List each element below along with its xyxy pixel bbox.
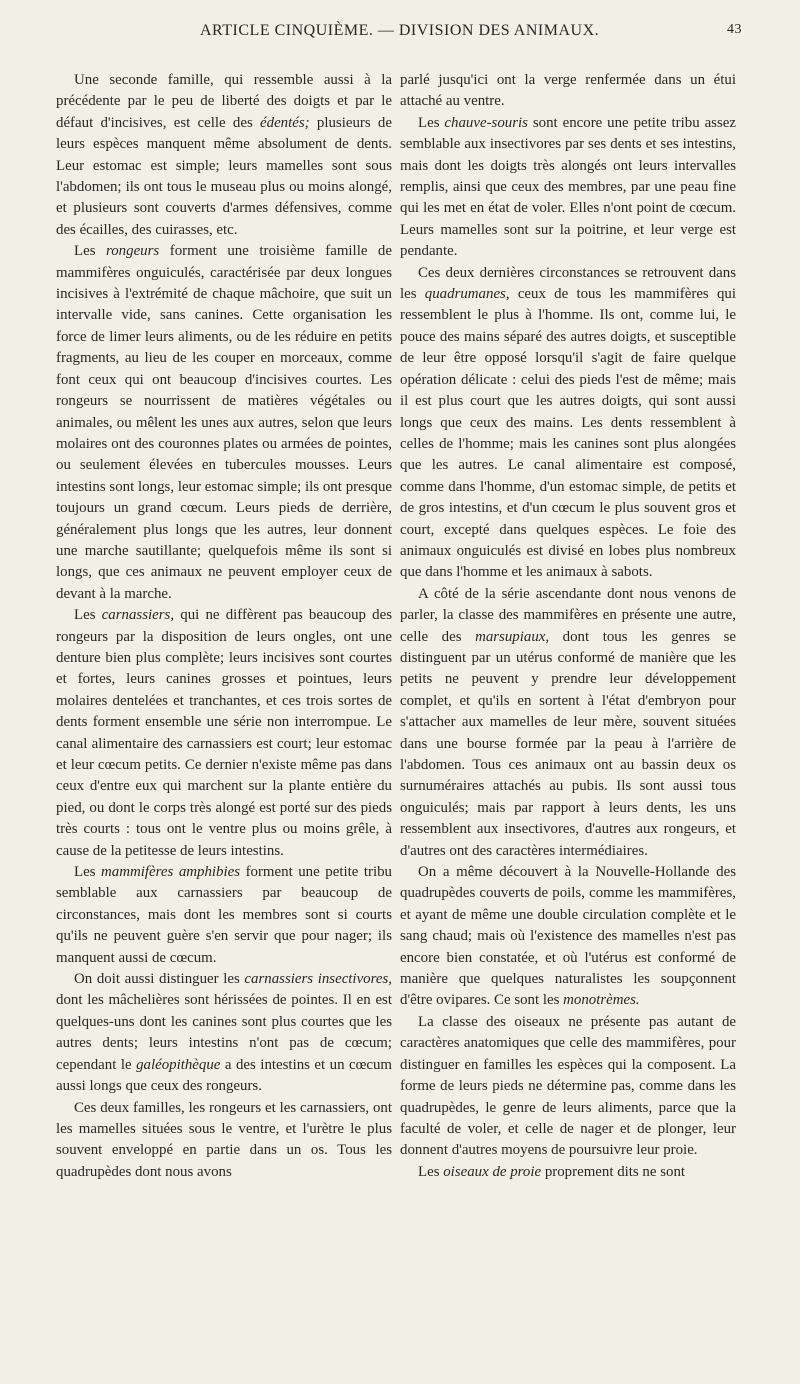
paragraph <box>400 70 736 113</box>
text-run: A côté de la série ascendante dont nous venons de parler, la classe des mammifères en présente une autre, celle des <box>400 585 736 645</box>
text-run: forment une troisième famille de mammifères onguiculés, caractérisée par deux longues incisives à l'extrémité de chaque mâchoire, que suit un intervalle vide, sans canines. Cette organisation les force de limer leurs aliments, ou de les réduire en petits fragments, au lieu de les couper en morceaux, comme font ceux qui ont beaucoup d'incisives courtes. Les rongeurs se nourrissent de matières végétales ou animales, ou mêlent les unes aux autres, selon que leurs molaires ont des couronnes plates ou armées de pointes, ou seulement élevées en tubercules mousses. Leurs intestins sont longs, leur estomac simple; ils ont presque toujours un grand cœcum. Leurs pieds de derrière, généralement plus longs que les autres, leur donnent une marche sautillante; quelquefois même ils sont si longs, que ces animaux ne peuvent employer ceux de devant à la marche. <box>56 243 392 602</box>
text-run: parlé jusqu'ici ont la verge renfermée dans un étui attaché au ventre. <box>400 72 736 110</box>
italic-term: marsupiaux, <box>475 628 550 645</box>
page-header <box>50 20 742 46</box>
italic-term: chauve-souris <box>444 114 528 131</box>
page-number: 43 <box>727 22 742 37</box>
italic-term: rongeurs <box>106 243 160 260</box>
text-run: Les <box>74 607 102 624</box>
italic-term: quadrumanes, <box>424 286 510 303</box>
text-run: forment une petite tribu semblable aux carnassiers par beaucoup de circonstances, mais dont les membres sont si courts qu'ils ne peuvent guère s'en servir que pour nager; ils manquent aussi de cœcum. <box>56 864 392 966</box>
text-run: dont les mâchelières sont hérissées de pointes. Il en est quelques-uns dont les canines sont plus courtes que les autres dents; leurs intestins n'ont pas de cœcum; cependant le <box>56 992 392 1073</box>
paragraph <box>56 70 392 241</box>
text-run: On a même découvert à la Nouvelle-Hollande des quadrupèdes couverts de poils, comme les mammifères, et ayant de même une double circulation complète et le sang chaud; mais où l'existence des mamelles n'est pas encore bien constatée, et où l'utérus est conformé de manière que quelques naturalistes les soupçonnent d'être ovipares. Ce sont les <box>400 864 736 1009</box>
text-run: ceux de tous les mammifères qui ressemblent le plus à l'homme. Ils ont, comme lui, le pouce des mains séparé des autres doigts, et susceptible de leur être opposé lorsqu'il s'agit de faire quelque opération délicate : celui des pieds l'est de même; mais il est plus court que les autres doigts, qui sont aussi longs que ceux des mains. Les dents ressemblent à celles de l'homme; mais les canines sont plus alongées que les autres. Le canal alimentaire est composé, comme dans l'homme, d'un estomac simple, de petits et de gros intestins, et d'un cœcum le plus souvent gros et court, excepté dans quelques espèces. Le foie des animaux onguiculés est divisé en lobes plus nombreux que dans l'homme et les animaux à sabots. <box>400 286 736 581</box>
text-run: plusieurs de leurs espèces manquent même absolument de dents. Leur estomac est simple; leurs mamelles sont sous l'abdomen; ils ont tous le museau plus ou moins alongé, et plusieurs sont couverts d'armes défensives, comme des écailles, des cuirasses, etc. <box>56 114 392 238</box>
paragraph <box>56 862 392 969</box>
paragraph <box>400 1162 736 1183</box>
italic-term: oiseaux de proie <box>443 1163 542 1180</box>
paragraph <box>56 241 392 605</box>
text-run: sont encore une petite tribu assez semblable aux insectivores par ses dents et ses intestins, mais dont les doigts très alongés ont leurs intervalles remplis, ainsi que ceux des membres, par une peau fine qui les met en état de voler. Elles n'ont point de cœcum. Leurs mamelles sont sur la poitrine, et leur verge est pendante. <box>400 114 736 260</box>
text-run: dont tous les genres se distinguent par un utérus conformé de manière que les petits ne peuvent y prendre leur développement complet, et qu'ils en sortent à l'état d'embryon pour s'attacher aux mamelles de leur mère, souvent situées dans une bourse formée par la peau à l'arrière de l'abdomen. Tous ces animaux ont au bassin deux os surnuméraires attachés au pubis. Ils sont aussi tous onguiculés; mais par rapport à leurs dents, les uns ressemblent aux insectivores, d'autres aux rongeurs, et d'autres ont des caractères intermédiaires. <box>400 628 736 859</box>
italic-term: carnassiers, <box>101 607 175 624</box>
text-run: a des intestins et un cœcum aussi longs que ceux des rongeurs. <box>56 1056 393 1095</box>
paragraph <box>400 263 736 584</box>
paragraph <box>56 605 392 862</box>
paragraph <box>400 862 736 1012</box>
paragraph <box>56 1098 392 1184</box>
paragraph <box>400 113 736 263</box>
text-run: Les <box>418 1163 444 1180</box>
italic-term: carnassiers insectivores, <box>244 971 392 988</box>
text-run: proprement dits ne sont <box>541 1163 686 1180</box>
right-column <box>400 70 736 1183</box>
italic-term: édentés; <box>260 114 310 131</box>
text-run: Les <box>74 243 106 260</box>
italic-term: mammifères amphibies <box>101 864 241 881</box>
text-run: La classe des oiseaux ne présente pas autant de caractères anatomiques que celle des mammifères, pour distinguer en familles les espèces qui la composent. La forme de leurs pieds ne détermine pas, comme dans les quadrupèdes, le genre de leurs aliments, parce que la faculté de voler, et celle de nager et de plonger, leur donnent d'autres moyens de poursuivre leur proie. <box>400 1013 736 1159</box>
text-run: qui ne diffèrent pas beaucoup des rongeurs par la disposition de leurs ongles, ont une denture bien plus complète; leurs incisives sont courtes et fortes, leurs canines grosses et pointues, leurs molaires dentelées et tranchantes, et ces trois sortes de dents forment ensemble une série non interrompue. Le canal alimentaire des carnassiers est court; leur estomac et leur cœcum petits. Ce dernier n'existe même pas dans ceux d'entre eux qui marchent sur la plante entière du pied, ou dont le corps très alongé est porté sur des pieds très courts : tous ont le ventre plus ou moins grêle, à cause de la petitesse de leurs intestins. <box>56 607 392 859</box>
text-run: Une seconde famille, qui ressemble aussi à la précédente par le peu de liberté des doigts et par le défaut d'incisives, est celle des <box>56 72 392 131</box>
text-run: Les <box>74 864 102 881</box>
paragraph <box>56 969 392 1097</box>
italic-term: monotrèmes. <box>563 992 640 1009</box>
text-run: Les <box>418 114 445 131</box>
paragraph <box>400 1012 736 1162</box>
text-run: Ces deux familles, les rongeurs et les carnassiers, ont les mamelles situées sous le ventre, et l'urètre le plus souvent enveloppé en partie dans un os. Tous les quadrupèdes dont nous avons <box>56 1099 392 1180</box>
left-column <box>56 70 392 1183</box>
running-title: ARTICLE CINQUIÈME. — DIVISION DES ANIMAUX. <box>200 22 600 39</box>
italic-term: galéopithèque <box>136 1056 221 1073</box>
text-run: On doit aussi distinguer les <box>74 971 245 988</box>
text-run: Ces deux dernières circonstances se retrouvent dans les <box>400 264 736 303</box>
paragraph <box>400 584 736 862</box>
